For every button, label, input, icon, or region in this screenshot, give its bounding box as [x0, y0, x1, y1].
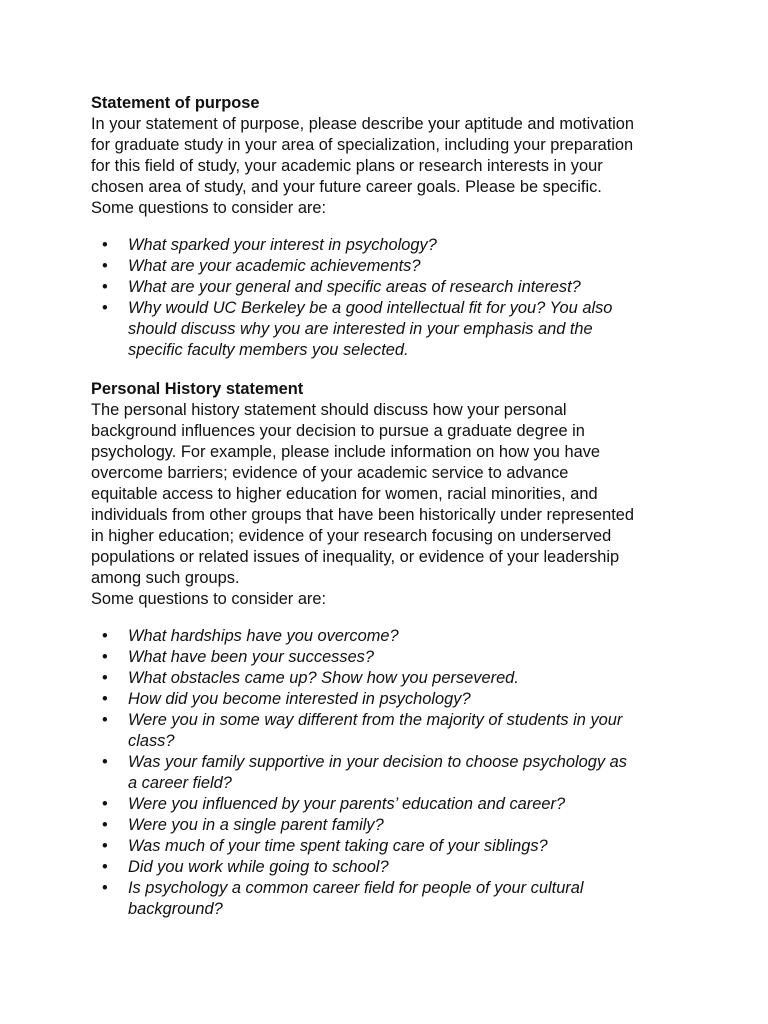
bullet-icon: • — [102, 879, 108, 897]
paragraph-line: equitable access to higher education for women, racial minorities, and — [91, 485, 598, 503]
section-heading-personal-history: Personal History statement — [91, 380, 304, 398]
list-item-text: class? — [128, 732, 175, 750]
bullet-icon: • — [102, 236, 108, 254]
bullet-icon: • — [102, 299, 108, 317]
list-item — [91, 794, 691, 815]
list-item-text: Was much of your time spent taking care of your siblings? — [128, 837, 548, 855]
list-item — [91, 752, 691, 794]
list-item-text: What are your general and specific areas of research interest? — [128, 278, 581, 296]
list-item-text: specific faculty members you selected. — [128, 341, 409, 359]
personal-history-paragraph — [91, 400, 691, 610]
section-heading-statement-of-purpose: Statement of purpose — [91, 94, 260, 112]
statement-of-purpose-paragraph — [91, 114, 691, 219]
list-item — [91, 857, 691, 878]
list-item-text: Was your family supportive in your decision to choose psychology as — [128, 753, 627, 771]
list-item-text: Is psychology a common career field for people of your cultural — [128, 879, 584, 897]
list-item — [91, 256, 691, 277]
bullet-icon: • — [102, 648, 108, 666]
paragraph-line: populations or related issues of inequality, or evidence of your leadership — [91, 548, 620, 566]
paragraph-line: Some questions to consider are: — [91, 590, 327, 608]
personal-history-questions — [91, 626, 691, 920]
list-item — [91, 626, 691, 647]
list-item-text: What hardships have you overcome? — [128, 627, 399, 645]
bullet-icon: • — [102, 711, 108, 729]
bullet-icon: • — [102, 858, 108, 876]
list-item-text: What obstacles came up? Show how you persevered. — [128, 669, 519, 687]
list-item-text: What have been your successes? — [128, 648, 374, 666]
list-item-text: What are your academic achievements? — [128, 257, 421, 275]
bullet-icon: • — [102, 795, 108, 813]
list-item-text: a career field? — [128, 774, 232, 792]
list-item — [91, 647, 691, 668]
list-item — [91, 836, 691, 857]
list-item-text: How did you become interested in psychology? — [128, 690, 471, 708]
list-item — [91, 689, 691, 710]
list-item-text: background? — [128, 900, 223, 918]
list-item — [91, 815, 691, 836]
paragraph-line: The personal history statement should discuss how your personal — [91, 401, 567, 419]
bullet-icon: • — [102, 669, 108, 687]
paragraph-line: background influences your decision to pursue a graduate degree in — [91, 422, 585, 440]
list-item-text: What sparked your interest in psychology? — [128, 236, 437, 254]
list-item — [91, 235, 691, 256]
list-item-text: should discuss why you are interested in your emphasis and the — [128, 320, 593, 338]
paragraph-line: for this field of study, your academic plans or research interests in your — [91, 157, 603, 175]
paragraph-line: Some questions to consider are: — [91, 199, 327, 217]
list-item-text: Were you influenced by your parents’ education and career? — [128, 795, 566, 813]
paragraph-line: psychology. For example, please include information on how you have — [91, 443, 601, 461]
paragraph-line: In your statement of purpose, please describe your aptitude and motivation — [91, 115, 635, 133]
paragraph-line: chosen area of study, and your future career goals. Please be specific. — [91, 178, 602, 196]
list-item — [91, 710, 691, 752]
list-item — [91, 878, 691, 920]
bullet-icon: • — [102, 816, 108, 834]
list-item — [91, 298, 691, 361]
paragraph-line: in higher education; evidence of your research focusing on underserved — [91, 527, 612, 545]
list-item — [91, 277, 691, 298]
paragraph-line: overcome barriers; evidence of your academic service to advance — [91, 464, 569, 482]
bullet-icon: • — [102, 753, 108, 771]
list-item-text: Were you in some way different from the majority of students in your — [128, 711, 623, 729]
bullet-icon: • — [102, 837, 108, 855]
list-item-text: Why would UC Berkeley be a good intellectual fit for you? You also — [128, 299, 613, 317]
bullet-icon: • — [102, 690, 108, 708]
list-item-text: Did you work while going to school? — [128, 858, 389, 876]
statement-of-purpose-questions — [91, 235, 691, 361]
bullet-icon: • — [102, 278, 108, 296]
paragraph-line: individuals from other groups that have been historically under represented — [91, 506, 635, 524]
list-item — [91, 668, 691, 689]
list-item-text: Were you in a single parent family? — [128, 816, 384, 834]
paragraph-line: among such groups. — [91, 569, 240, 587]
paragraph-line: for graduate study in your area of specialization, including your preparation — [91, 136, 634, 154]
bullet-icon: • — [102, 627, 108, 645]
document-page — [91, 93, 691, 920]
bullet-icon: • — [102, 257, 108, 275]
